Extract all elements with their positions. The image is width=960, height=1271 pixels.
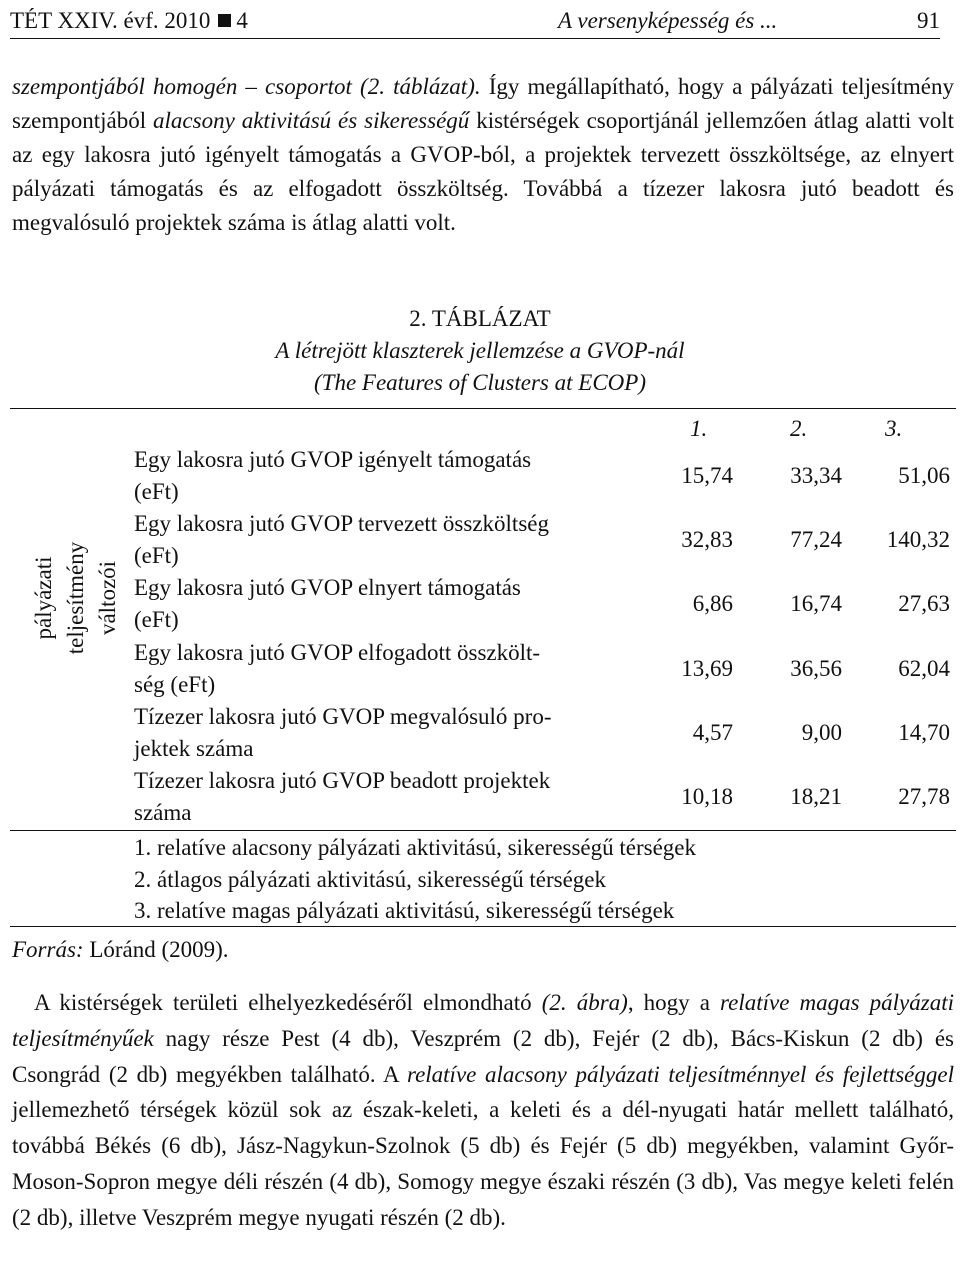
column-header-3: 3. — [885, 416, 903, 441]
table-row — [0, 572, 960, 636]
cell-value: 36,56 — [790, 656, 842, 681]
row-label: Egy lakosra jutó GVOP tervezett összköltség (eFt) — [134, 511, 549, 568]
paragraph-2: A kistérségek területi elhelyezkedéséről elmondható (2. ábra), hogy a relatíve magas pályázati teljesítményűek nagy része Pest (4 db), Veszprém (2 db), Fejér (2 db), Bács-Kiskun (2 db) és Csongrád (2 db) megyékben található. A relatíve alacsony pályázati teljesítménnyel és fejlettséggel jellemezhető térségek közül sok az észak-keleti, a keleti és a dél-nyugati határ mellett található, továbbá Békés (6 db), Jász-Nagykun-Szolnok (5 db) és Fejér (5 db) megyékben, valamint Győr-Moson-Sopron megye déli részén (4 db), Somogy megye északi részén (3 db), Vas megye keleti felén (2 db), illetve Veszprém megye nyugati részén (2 db). — [12, 990, 954, 1230]
cell-value: 15,74 — [681, 463, 733, 488]
table-row — [0, 765, 960, 829]
table-legend — [134, 832, 696, 927]
cell-value: 13,69 — [681, 656, 733, 681]
row-label: Egy lakosra jutó GVOP elfogadott összkölt- ség (eFt) — [134, 640, 541, 697]
legend-item: 3. relatíve magas pályázati aktivitású, sikerességű térségek — [134, 898, 675, 923]
row-label: Tízezer lakosra jutó GVOP megvalósuló pro- jektek száma — [134, 704, 552, 761]
table-side-label: pályázati teljesítmény változói — [31, 541, 120, 655]
black-square-icon — [218, 14, 231, 27]
cell-value: 27,78 — [898, 784, 950, 809]
cell-value: 51,06 — [898, 463, 950, 488]
table-row — [0, 701, 960, 765]
header-running-title: A versenyképesség és ... — [558, 8, 778, 33]
cell-value: 10,18 — [681, 784, 733, 809]
cell-value: 77,24 — [790, 527, 842, 552]
cell-value: 32,83 — [681, 527, 733, 552]
header-journal: TÉT XXIV. évf. 2010 4 — [10, 8, 248, 33]
cell-value: 9,00 — [801, 720, 842, 745]
legend-item: 1. relatíve alacsony pályázati aktivitású, sikerességű térségek — [134, 835, 697, 860]
table-row — [0, 444, 960, 508]
row-label: Egy lakosra jutó GVOP igényelt támogatás (eFt) — [134, 447, 532, 504]
cell-value: 4,57 — [692, 720, 733, 745]
table-title-hu: A létrejött klaszterek jellemzése a GVOP-nál — [275, 338, 685, 363]
paragraph-1: szempontjából homogén – csoportot (2. táblázat). Így megállapítható, hogy a pályázati teljesítmény szempontjából alacsony aktivitású és sikerességű kistérségek csoportjánál jellemzően átlag alatti volt az egy lakosra jutó igényelt támogatás a GVOP-ból, a projektek tervezett összköltsége, az elnyert pályázati támogatás és az elfogadott összköltség. Továbbá a tízezer lakosra jutó beadott és megvalósuló projektek száma is átlag alatti volt. — [12, 74, 954, 235]
cell-value: 18,21 — [790, 784, 842, 809]
cell-value: 16,74 — [790, 591, 842, 616]
table-number: 2. TÁBLÁZAT — [409, 306, 551, 331]
table-title-en: (The Features of Clusters at ECOP) — [314, 370, 646, 395]
cell-value: 62,04 — [898, 656, 950, 681]
cell-value: 27,63 — [898, 591, 950, 616]
column-header-2: 2. — [790, 416, 808, 441]
legend-item: 2. átlagos pályázati aktivitású, sikerességű térségek — [134, 866, 606, 892]
cell-value: 140,32 — [886, 527, 950, 552]
cell-value: 33,34 — [790, 463, 842, 488]
table-middle-rule — [10, 830, 956, 831]
row-label: Egy lakosra jutó GVOP elnyert támogatás (eFt) — [134, 575, 521, 632]
table-top-rule — [10, 408, 956, 409]
header-page-number: 91 — [917, 8, 940, 33]
row-label: Tízezer lakosra jutó GVOP beadott projektek száma — [134, 768, 551, 825]
column-header-1: 1. — [690, 416, 708, 441]
table-row — [0, 637, 960, 701]
cell-value: 14,70 — [898, 720, 950, 745]
cell-value: 6,86 — [692, 591, 733, 616]
table-row — [0, 508, 960, 572]
table-source: Forrás: Lóránd (2009). — [12, 937, 229, 962]
running-header — [10, 4, 940, 39]
